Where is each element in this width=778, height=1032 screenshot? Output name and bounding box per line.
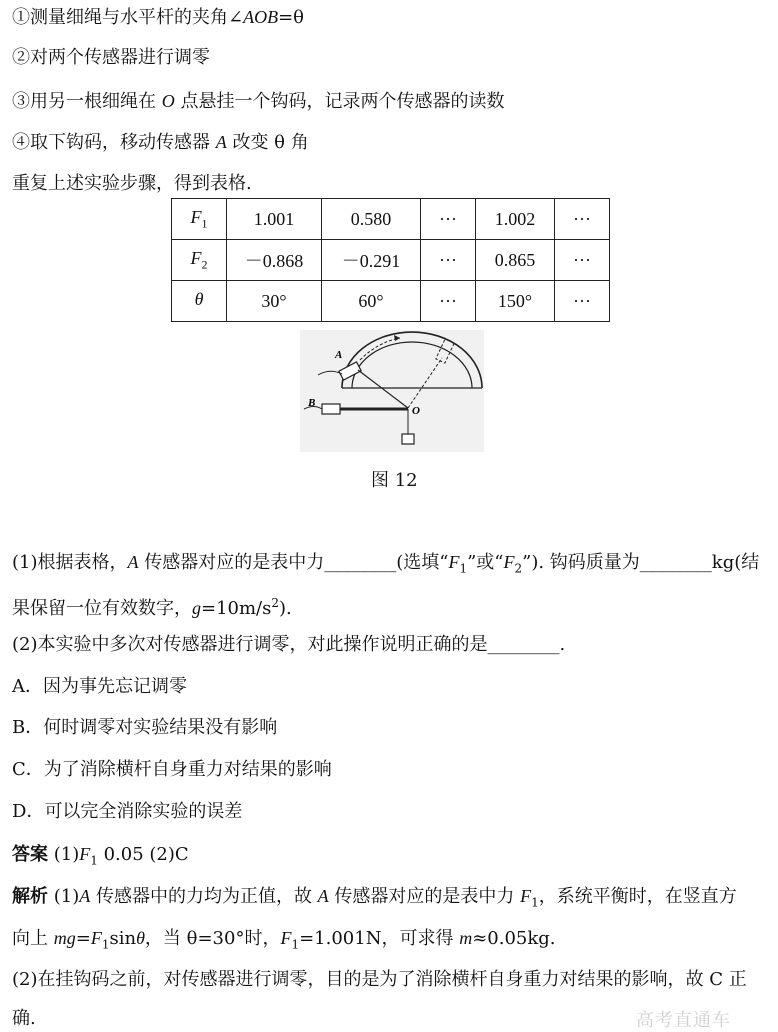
- table-cell: 1.002: [476, 199, 555, 240]
- table-cell: －0.868: [227, 240, 322, 281]
- sensor-b: [322, 404, 340, 414]
- table-cell: 1.001: [227, 199, 322, 240]
- label-o: O: [412, 405, 420, 417]
- watermark: 高考直通车: [636, 1010, 731, 1031]
- hook-weight: [402, 434, 414, 444]
- step-4: ④取下钩码，移动传感器 A 改变 θ 角: [12, 132, 309, 153]
- row-header: $F_2$: [172, 240, 227, 281]
- analysis-line-4: 确.: [12, 1008, 36, 1029]
- analysis-line-2: 向上 $mg=F_1\sin\theta$，当 θ=30°时，$F_1=1.001N$，可求得 m≈0.05kg.: [12, 928, 556, 952]
- step-5: 重复上述实验步骤，得到表格.: [12, 173, 252, 194]
- table-row: [172, 240, 610, 281]
- row-header: θ: [172, 281, 227, 322]
- step-2: ②对两个传感器进行调零: [12, 47, 210, 68]
- table-cell: 0.580: [322, 199, 421, 240]
- table-cell: ···: [421, 281, 476, 322]
- table-cell: ···: [421, 240, 476, 281]
- label-b: B: [308, 397, 316, 409]
- option-a: A．因为事先忘记调零: [12, 676, 187, 697]
- table-row: [172, 199, 610, 240]
- row-header: $F_1$: [172, 199, 227, 240]
- figure-background: [300, 330, 484, 452]
- question-1-line-2: 果保留一位有效数字，$g=10m/s^2$).: [12, 596, 292, 619]
- table-cell: ···: [421, 199, 476, 240]
- table-cell: ···: [555, 240, 610, 281]
- table-cell: 150°: [476, 281, 555, 322]
- table-cell: －0.291: [322, 240, 421, 281]
- table-cell: ···: [555, 199, 610, 240]
- analysis-line-3: (2)在挂钩码之前，对传感器进行调零，目的是为了消除横杆自身重力对结果的影响，故 C 正: [12, 969, 747, 990]
- experiment-figure: [300, 330, 484, 452]
- option-d: D．可以完全消除实验的误差: [12, 801, 243, 822]
- option-c: C．为了消除横杆自身重力对结果的影响: [12, 759, 332, 780]
- table-cell: 60°: [322, 281, 421, 322]
- table-cell: 30°: [227, 281, 322, 322]
- table-row: [172, 281, 610, 322]
- option-b: B．何时调零对实验结果没有影响: [12, 717, 278, 738]
- figure-caption: 图 12: [371, 470, 418, 491]
- question-1-line-1: (1)根据表格，A 传感器对应的是表中力________(选填“$F_1$”或“$F_2$”). 钩码质量为________kg(结: [12, 552, 760, 576]
- table-cell: 0.865: [476, 240, 555, 281]
- step-3: ③用另一根细绳在 O 点悬挂一个钩码，记录两个传感器的读数: [12, 91, 505, 112]
- table-cell: ···: [555, 281, 610, 322]
- data-table: [171, 198, 610, 322]
- label-a: A: [335, 349, 343, 361]
- answer: 答案 $(1)F_1$ 0.05 (2)C: [12, 844, 189, 868]
- analysis-line-1: 解析 (1)A 传感器中的力均为正值，故 A 传感器对应的是表中力 $F_1$，系统平衡时，在竖直方: [12, 886, 737, 910]
- question-2: (2)本实验中多次对传感器进行调零，对此操作说明正确的是________.: [12, 634, 566, 655]
- step-1: ①测量细绳与水平杆的夹角∠AOB=θ: [12, 7, 305, 28]
